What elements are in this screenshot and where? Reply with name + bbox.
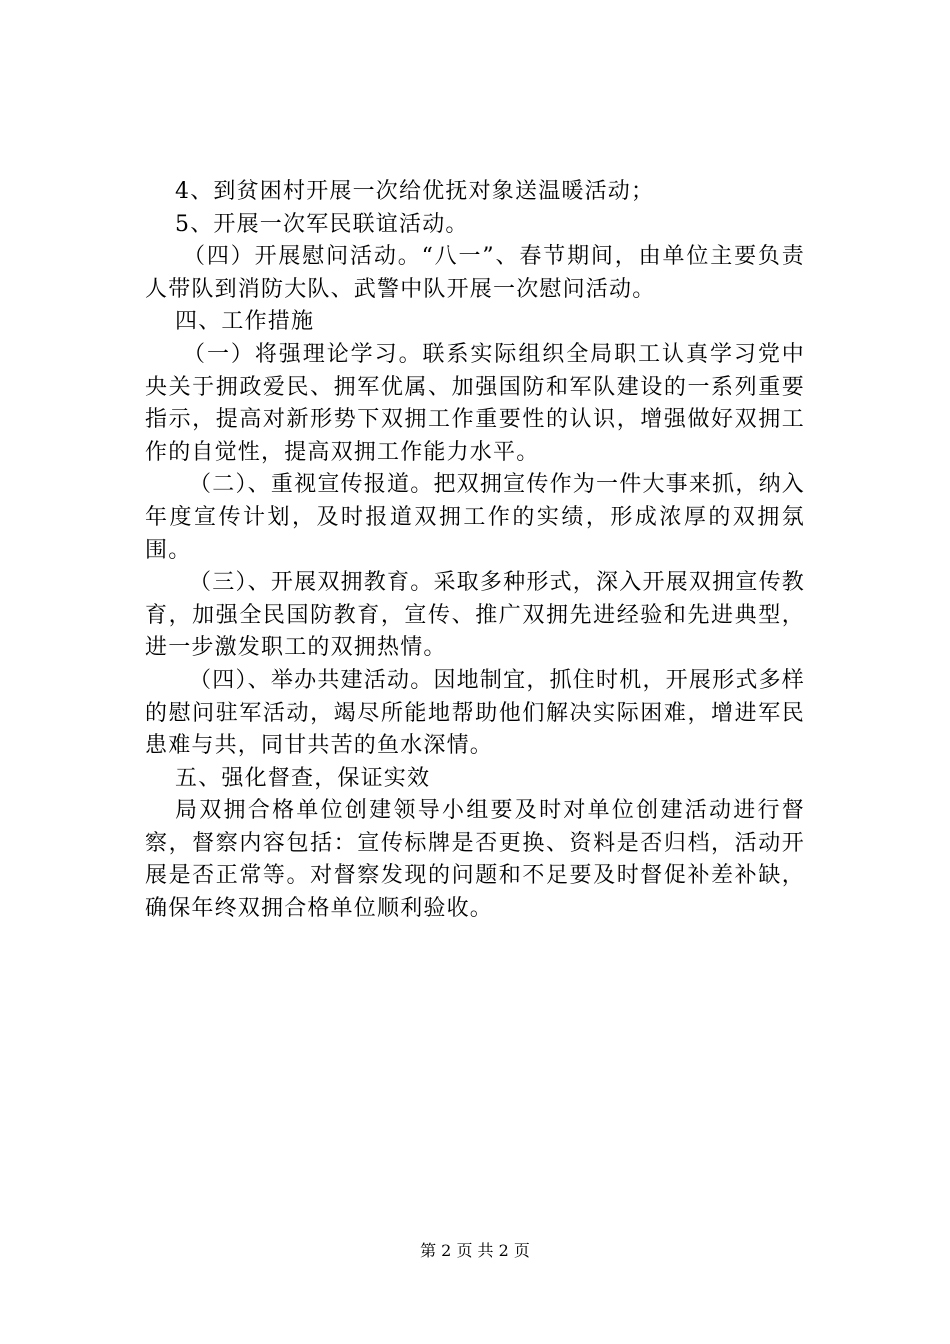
paragraph-supervision: 局双拥合格单位创建领导小组要及时对单位创建活动进行督察，督察内容包括：宣传标牌是否更换、资料是否归档，活动开展是否正常等。对督察发现的问题和不足要及时督促补差补缺，确保年终双拥合格单位顺利验收。 bbox=[145, 798, 805, 922]
section-heading-work-measures: 四、工作措施 bbox=[175, 309, 315, 335]
paragraph-joint-activities: （四）、举办共建活动。因地制宜，抓住时机，开展形式多样的慰问驻军活动，竭尽所能地帮助他们解决实际困难，增进军民患难与共，同甘共苦的鱼水深情。 bbox=[145, 667, 805, 759]
paragraph-theory-study: （一）将强理论学习。联系实际组织全局职工认真学习党中央关于拥政爱民、拥军优属、加强国防和军队建设的一系列重要指示，提高对新形势下双拥工作重要性的认识，增强做好双拥工作的自觉性，提高双拥工作能力水平。 bbox=[145, 341, 805, 465]
paragraph-education: （三）、开展双拥教育。采取多种形式，深入开展双拥宣传教育，加强全民国防教育，宣传、推广双拥先进经验和先进典型，进一步激发职工的双拥热情。 bbox=[145, 570, 805, 661]
page-number-footer: 第 2 页 共 2 页 bbox=[420, 1241, 530, 1260]
list-item-4: 4、到贫困村开展一次给优抚对象送温暖活动； bbox=[175, 179, 655, 204]
document-body bbox=[145, 176, 805, 926]
paragraph-condolence-activities: （四）开展慰问活动。“八一”、春节期间，由单位主要负责人带队到消防大队、武警中队开展一次慰问活动。 bbox=[145, 244, 805, 302]
paragraph-publicity: （二）、重视宣传报道。把双拥宣传作为一件大事来抓，纳入年度宣传计划，及时报道双拥工作的实绩，形成浓厚的双拥氛围。 bbox=[145, 472, 805, 563]
section-heading-supervision: 五、强化督查，保证实效 bbox=[175, 765, 431, 791]
list-item-5: 5、开展一次军民联谊活动。 bbox=[175, 211, 469, 237]
